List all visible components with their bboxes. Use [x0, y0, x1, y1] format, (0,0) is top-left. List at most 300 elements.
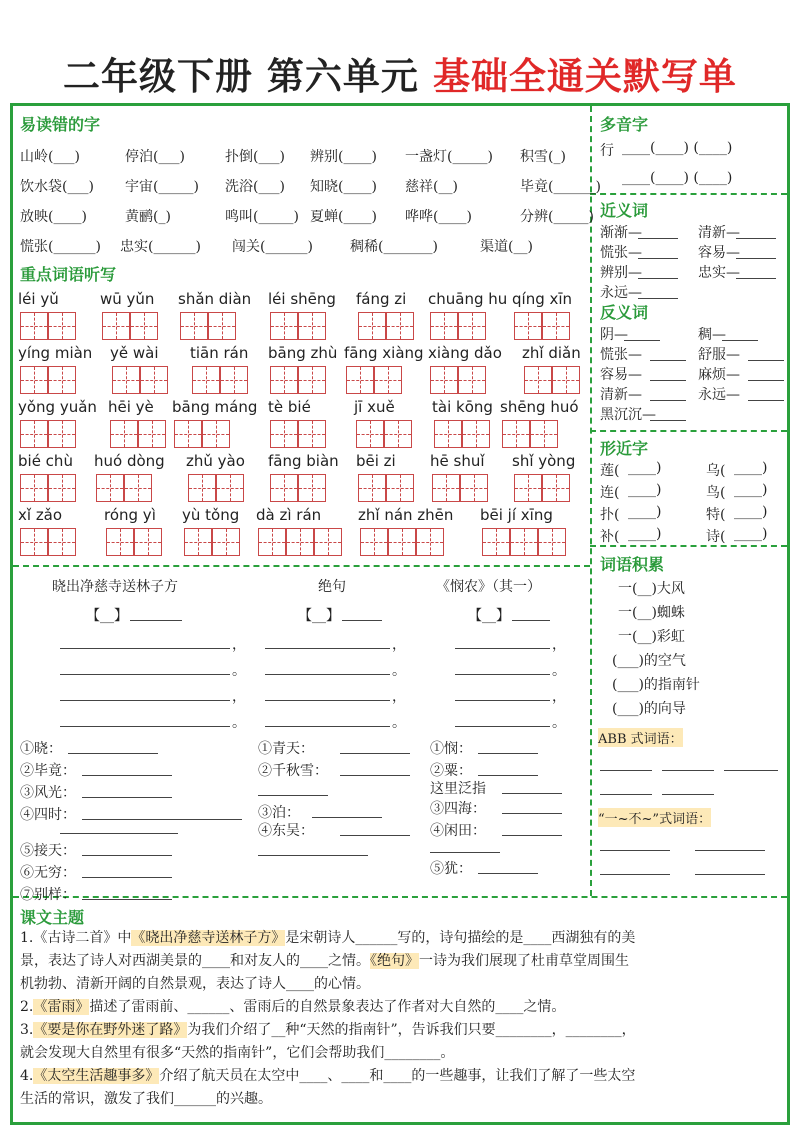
writing-grid [270, 366, 326, 394]
grid-cell[interactable] [212, 528, 240, 556]
punct: ， [392, 689, 406, 705]
writing-grid [110, 420, 166, 448]
punct: ， [552, 637, 566, 653]
grid-cell[interactable] [130, 312, 158, 340]
accumulate-item: (___)的空气 [612, 653, 686, 669]
antonym-item: 麻烦— [698, 367, 740, 383]
grid-cell[interactable] [270, 366, 298, 394]
punct: 。 [232, 663, 246, 679]
grid-cell[interactable] [458, 312, 486, 340]
easy-wrong-word: 鸣叫(_____) [225, 209, 299, 225]
grid-cell[interactable] [502, 420, 530, 448]
polyphone-blanks: ____(____) (____) [622, 170, 733, 186]
answer-line [638, 258, 678, 259]
note-line [82, 877, 172, 878]
note-line [478, 775, 538, 776]
answer-line [748, 400, 784, 401]
easy-wrong-word: 稠稀(_______) [350, 239, 438, 255]
writing-grid [514, 474, 570, 502]
grid-cell[interactable] [314, 528, 342, 556]
similar-char: 乌( [706, 463, 726, 479]
note-line [340, 835, 410, 836]
answer-line [650, 360, 686, 361]
easy-wrong-word: 扑倒(___) [225, 149, 285, 165]
easy-wrong-word: 慈祥(__) [405, 179, 458, 195]
writing-grid [514, 312, 570, 340]
pinyin-label: hēi yè [108, 398, 154, 416]
note-line [502, 813, 562, 814]
grid-cell[interactable] [102, 312, 130, 340]
antonym-item: 清新— [600, 387, 642, 403]
similar-blank: ____) [734, 526, 768, 542]
note-line [60, 833, 178, 834]
pinyin-label: bié chù [18, 452, 73, 470]
themes-text: 1.《古诗二首》中《晓出净慈寺送林子方》是宋朝诗人______写的，诗句描绘的是____西湖独有的美 景，表达了诗人对西湖美景的____和对友人的____之情。《绝句》一诗为我们展现了杜甫草堂周围生 机勃勃、清新开阔的自然景观，表达了诗人____的心情。 2.《雷雨》描述了雷雨前、______、雷雨后的自然景象表达了作者对大自然的____之情。 3.《要是你在野外迷了路》为我们介绍了__种“天然的指南针”，告诉我们只要________，________， 就会发现大自然里有很多“天然的指南针”，它们会帮助我们________。 4.《太空生活趣事多》介绍了航天员在太空中____、____和____的一些趣事，让我们了解了一些太空 生活的常识，激发了我们______的兴趣。 [20, 930, 636, 1107]
note-item: 这里泛指 [430, 781, 486, 797]
easy-wrong-word: 洗浴(___) [225, 179, 285, 195]
grid-cell[interactable] [110, 420, 138, 448]
writing-grid [524, 366, 580, 394]
grid-cell[interactable] [432, 474, 460, 502]
synonym-item: 容易— [698, 245, 740, 261]
grid-cell[interactable] [286, 528, 314, 556]
note-line [258, 795, 328, 796]
accumulate-heading: 词语积累 [600, 555, 665, 574]
punct: ， [232, 637, 246, 653]
writing-grid [20, 420, 76, 448]
pinyin-label: bāng máng [172, 398, 258, 416]
note-item: ⑤犹： [430, 861, 472, 877]
note-line [82, 855, 172, 856]
writing-grid [20, 474, 76, 502]
easy-wrong-word: 分辨(_____) [520, 209, 594, 225]
note-line [502, 793, 562, 794]
antonyms-heading: 反义词 [600, 303, 649, 322]
punct: 。 [392, 715, 406, 731]
grid-cell[interactable] [48, 420, 76, 448]
poem-answer-line [455, 648, 550, 649]
similar-heading: 形近字 [600, 439, 649, 458]
pinyin-label: fāng xiàng [344, 344, 424, 362]
pinyin-label: fáng zi [356, 290, 407, 308]
note-item: ④闲田： [430, 823, 486, 839]
divider [13, 565, 590, 567]
easy-wrong-word: 忠实(______) [120, 239, 201, 255]
grid-cell[interactable] [202, 420, 230, 448]
grid-cell[interactable] [124, 474, 152, 502]
writing-grid [358, 312, 414, 340]
writing-grid [188, 474, 244, 502]
grid-cell[interactable] [430, 312, 458, 340]
grid-cell[interactable] [386, 474, 414, 502]
pinyin-label: léi yǔ [18, 290, 59, 308]
note-item: ①悯： [430, 741, 472, 757]
grid-cell[interactable] [524, 366, 552, 394]
poem-answer-line [60, 726, 230, 727]
poem2-author: 【__】 [298, 608, 340, 624]
note-line [502, 835, 562, 836]
pinyin-label: shēng huó [500, 398, 579, 416]
grid-cell[interactable] [358, 312, 386, 340]
writing-grid [174, 420, 230, 448]
similar-char: 补( [600, 529, 620, 545]
writing-grid [434, 420, 490, 448]
grid-cell[interactable] [298, 420, 326, 448]
writing-grid [270, 420, 326, 448]
synonym-item: 渐渐— [600, 225, 642, 241]
punct: 。 [392, 663, 406, 679]
grid-cell[interactable] [174, 420, 202, 448]
divider [13, 896, 787, 898]
similar-blank: ____) [734, 460, 768, 476]
writing-grid [184, 528, 240, 556]
grid-cell[interactable] [134, 528, 162, 556]
note-line [312, 817, 382, 818]
writing-grid [270, 312, 326, 340]
themes-heading: 课文主题 [20, 908, 85, 927]
yi-bu-label: “一~不~”式词语： [598, 808, 711, 827]
grid-cell[interactable] [386, 312, 414, 340]
writing-grid [432, 474, 488, 502]
antonym-item: 稠— [698, 327, 726, 343]
grid-cell[interactable] [216, 474, 244, 502]
similar-blank: ____) [628, 482, 662, 498]
similar-blank: ____) [734, 504, 768, 520]
pinyin-label: shǎn diàn [178, 290, 252, 308]
similar-char: 鸟( [706, 485, 726, 501]
grid-cell[interactable] [542, 474, 570, 502]
answer-line [736, 258, 776, 259]
note-item: ④东吴： [258, 823, 314, 839]
note-item: ⑥无穷： [20, 865, 76, 881]
writing-grid [20, 528, 76, 556]
writing-grid [106, 528, 162, 556]
note-line [82, 819, 242, 820]
pinyin-label: tè bié [268, 398, 311, 416]
punct: ， [392, 637, 406, 653]
grid-cell[interactable] [374, 366, 402, 394]
pinyin-label: jī xuě [354, 398, 395, 416]
grid-cell[interactable] [384, 420, 412, 448]
synonym-item: 慌张— [600, 245, 642, 261]
pinyin-label: yǒng yuǎn [18, 398, 97, 416]
similar-char: 特( [706, 507, 726, 523]
grid-cell[interactable] [298, 366, 326, 394]
grid-cell[interactable] [552, 366, 580, 394]
easy-wrong-heading: 易读错的字 [20, 115, 101, 134]
easy-wrong-word: 放映(____) [20, 209, 87, 225]
page-title [0, 46, 800, 100]
punct: 。 [552, 715, 566, 731]
pinyin-label: yě wài [110, 344, 159, 362]
synonyms-heading: 近义词 [600, 201, 649, 220]
answer-line [748, 380, 784, 381]
punct: 。 [552, 663, 566, 679]
similar-blank: ____) [628, 526, 662, 542]
synonym-item: 辨别— [600, 265, 642, 281]
writing-grid [20, 312, 76, 340]
note-item: ⑦别样： [20, 887, 76, 903]
poem-answer-line [455, 700, 550, 701]
accumulate-item: 一(__)蜘蛛 [618, 605, 685, 621]
easy-wrong-word: 宇宙(_____) [125, 179, 199, 195]
grid-cell[interactable] [298, 474, 326, 502]
poem-answer-line [265, 674, 390, 675]
grid-cell[interactable] [220, 366, 248, 394]
pinyin-label: chuāng hu [428, 290, 508, 308]
writing-grid [430, 312, 486, 340]
abb-label: ABB 式词语： [598, 728, 683, 747]
writing-grid [270, 474, 326, 502]
note-item: ②千秋雪： [258, 763, 328, 779]
title-red: 基础全通关默写单 [432, 55, 737, 98]
polyphone-heading: 多音字 [600, 115, 649, 134]
grid-cell[interactable] [270, 474, 298, 502]
writing-grid [192, 366, 248, 394]
grid-cell[interactable] [514, 312, 542, 340]
grid-cell[interactable] [106, 528, 134, 556]
easy-wrong-word: 饮水袋(___) [20, 179, 94, 195]
divider [590, 193, 787, 195]
dictation-heading: 重点词语听写 [20, 265, 117, 284]
grid-cell[interactable] [458, 366, 486, 394]
answer-line [650, 380, 686, 381]
synonym-item: 忠实— [698, 265, 740, 281]
answer-line [624, 340, 660, 341]
answer-line [638, 278, 678, 279]
easy-wrong-word: 山岭(___) [20, 149, 80, 165]
answer-line [650, 420, 686, 421]
grid-cell[interactable] [430, 366, 458, 394]
grid-cell[interactable] [192, 366, 220, 394]
synonym-item: 永远— [600, 285, 642, 301]
pinyin-label: yù tǒng [182, 506, 240, 524]
grid-cell[interactable] [542, 312, 570, 340]
easy-wrong-word: 哗哗(____) [405, 209, 472, 225]
pinyin-label: bēi jí xīng [480, 506, 553, 524]
answer-line [638, 298, 678, 299]
pinyin-label: xiàng dǎo [428, 344, 502, 362]
note-item: ①青天： [258, 741, 314, 757]
grid-cell[interactable] [358, 474, 386, 502]
poem3-author: 【__】 [468, 608, 510, 624]
grid-cell[interactable] [298, 312, 326, 340]
pinyin-label: hē shuǐ [430, 452, 485, 470]
grid-cell[interactable] [514, 474, 542, 502]
accumulate-item: 一(__)大风 [618, 581, 685, 597]
pinyin-label: dà zì rán [256, 506, 322, 524]
writing-grid [112, 366, 168, 394]
easy-wrong-word: 渠道(__) [480, 239, 533, 255]
poem-answer-line [265, 700, 390, 701]
pinyin-label: shǐ yòng [512, 452, 576, 470]
grid-cell[interactable] [96, 474, 124, 502]
poem-answer-line [455, 726, 550, 727]
grid-cell[interactable] [48, 366, 76, 394]
similar-blank: ____) [628, 460, 662, 476]
note-line [258, 855, 368, 856]
writing-grid [96, 474, 152, 502]
similar-char: 扑( [600, 507, 620, 523]
pinyin-label: róng yì [104, 506, 156, 524]
pinyin-label: xǐ zǎo [18, 506, 63, 524]
answer-line [736, 278, 776, 279]
poem2-title: 绝句 [318, 579, 346, 595]
grid-cell[interactable] [48, 528, 76, 556]
note-line [82, 797, 172, 798]
note-line [340, 775, 410, 776]
note-item: ③风光： [20, 785, 76, 801]
poem1-title: 晓出净慈寺送林子方 [52, 579, 178, 595]
grid-cell[interactable] [270, 312, 298, 340]
answer-line [736, 238, 776, 239]
grid-cell[interactable] [416, 528, 444, 556]
grid-cell[interactable] [20, 312, 48, 340]
pinyin-label: bēi zi [356, 452, 396, 470]
answer-line [748, 360, 784, 361]
punct: ， [232, 689, 246, 705]
grid-cell[interactable] [434, 420, 462, 448]
writing-grid [358, 474, 414, 502]
polyphone-char: 行 [600, 143, 614, 159]
similar-blank: ____) [734, 482, 768, 498]
pinyin-label: zhǔ yào [186, 452, 245, 470]
note-item: ①晓： [20, 741, 62, 757]
punct: ， [552, 689, 566, 705]
antonym-item: 黑沉沉— [600, 407, 656, 423]
grid-cell[interactable] [188, 474, 216, 502]
synonym-item: 清新— [698, 225, 740, 241]
pinyin-label: huó dòng [94, 452, 165, 470]
note-item: ④四时： [20, 807, 76, 823]
accumulate-item: (___)的向导 [612, 701, 686, 717]
pinyin-label: qíng xīn [512, 290, 573, 308]
grid-cell[interactable] [538, 528, 566, 556]
similar-char: 诗( [706, 529, 726, 545]
writing-grid [258, 528, 342, 556]
note-item: ③泊： [258, 805, 300, 821]
writing-grid [502, 420, 558, 448]
writing-grid [482, 528, 566, 556]
grid-cell[interactable] [48, 474, 76, 502]
pinyin-label: tiān rán [190, 344, 249, 362]
pinyin-label: zhǐ nán zhēn [358, 506, 454, 524]
note-line [68, 753, 158, 754]
writing-grid [430, 366, 486, 394]
grid-cell[interactable] [388, 528, 416, 556]
poem-answer-line [265, 726, 390, 727]
grid-cell[interactable] [180, 312, 208, 340]
poem1-author: 【__】 [86, 608, 128, 624]
punct: 。 [232, 715, 246, 731]
pinyin-label: léi shēng [268, 290, 336, 308]
easy-wrong-word: 夏蝉(____) [310, 209, 377, 225]
similar-char: 莲( [600, 463, 620, 479]
pinyin-label: yíng miàn [18, 344, 93, 362]
grid-cell[interactable] [20, 420, 48, 448]
poem-answer-line [265, 648, 390, 649]
answer-line [650, 400, 686, 401]
accumulate-item: (___)的指南针 [612, 677, 700, 693]
writing-grid [346, 366, 402, 394]
note-line [82, 899, 172, 900]
easy-wrong-word: 一盏灯(_____) [405, 149, 493, 165]
antonym-item: 舒服— [698, 347, 740, 363]
poem-answer-line [60, 674, 230, 675]
accumulate-item: 一(__)彩虹 [618, 629, 685, 645]
note-item: ②毕竟： [20, 763, 76, 779]
divider [590, 430, 787, 432]
easy-wrong-word: 知晓(____) [310, 179, 377, 195]
pinyin-label: wū yǔn [100, 290, 155, 308]
poem3-title: 《悯农》（其一） [436, 579, 541, 595]
pinyin-label: bāng zhù [268, 344, 338, 362]
grid-cell[interactable] [460, 474, 488, 502]
divider [590, 545, 787, 547]
grid-cell[interactable] [258, 528, 286, 556]
antonym-item: 永远— [698, 387, 740, 403]
writing-grid [180, 312, 236, 340]
grid-cell[interactable] [208, 312, 236, 340]
writing-grid [20, 366, 76, 394]
grid-cell[interactable] [482, 528, 510, 556]
grid-cell[interactable] [530, 420, 558, 448]
answer-line [722, 340, 758, 341]
note-item: ⑤接天： [20, 843, 76, 859]
writing-grid [356, 420, 412, 448]
grid-cell[interactable] [138, 420, 166, 448]
note-item: ③四海： [430, 801, 486, 817]
poem-answer-line [455, 674, 550, 675]
grid-cell[interactable] [360, 528, 388, 556]
note-item: ②粟： [430, 763, 472, 779]
polyphone-blanks: ____(____) (____) [622, 140, 733, 156]
grid-cell[interactable] [20, 528, 48, 556]
writing-grid [360, 528, 444, 556]
easy-wrong-word: 积雪(_) [520, 149, 566, 165]
grid-cell[interactable] [356, 420, 384, 448]
note-line [478, 873, 538, 874]
note-line [82, 775, 172, 776]
pinyin-label: fāng biàn [268, 452, 339, 470]
grid-cell[interactable] [346, 366, 374, 394]
similar-blank: ____) [628, 504, 662, 520]
antonym-item: 慌张— [600, 347, 642, 363]
grid-cell[interactable] [270, 420, 298, 448]
grid-cell[interactable] [48, 312, 76, 340]
grid-cell[interactable] [510, 528, 538, 556]
pinyin-label: tài kōng [432, 398, 493, 416]
easy-wrong-word: 黄鹂(_) [125, 209, 171, 225]
note-line [478, 753, 538, 754]
grid-cell[interactable] [140, 366, 168, 394]
antonym-item: 阴— [600, 327, 628, 343]
easy-wrong-word: 闯关(______) [232, 239, 313, 255]
pinyin-label: zhǐ diǎn [522, 344, 581, 362]
answer-line [638, 238, 678, 239]
easy-wrong-word: 辨别(____) [310, 149, 377, 165]
grid-cell[interactable] [462, 420, 490, 448]
similar-char: 连( [600, 485, 620, 501]
note-line [430, 852, 500, 853]
grid-cell[interactable] [20, 366, 48, 394]
poem-answer-line [60, 700, 230, 701]
grid-cell[interactable] [20, 474, 48, 502]
grid-cell[interactable] [112, 366, 140, 394]
writing-grid [102, 312, 158, 340]
grid-cell[interactable] [184, 528, 212, 556]
poem-answer-line [60, 648, 230, 649]
